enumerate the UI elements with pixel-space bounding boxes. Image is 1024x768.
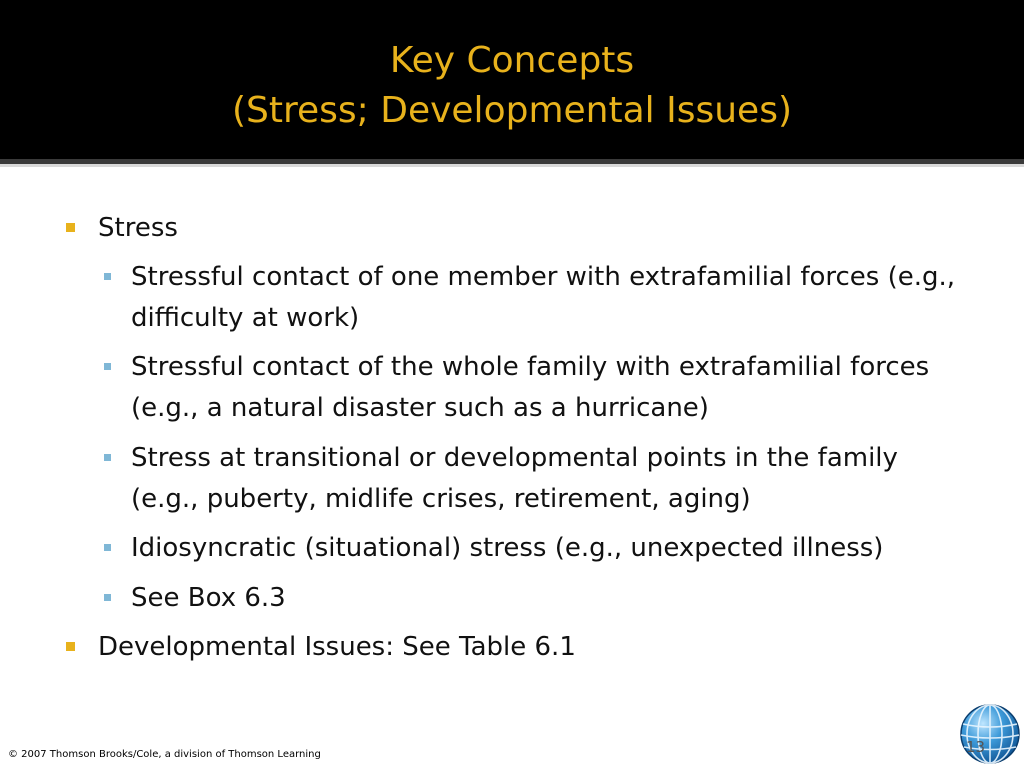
square-bullet-icon (104, 594, 111, 601)
sub-bullet-text: Stress at transitional or developmental points in the family (e.g., puberty, midlife crises, retirement, aging) (131, 443, 898, 514)
title-band (0, 0, 1024, 159)
sub-bullet-text: See Box 6.3 (131, 583, 286, 613)
square-bullet-icon (66, 642, 75, 651)
slide-body (0, 167, 1024, 768)
slide-title-line-1: Key Concepts (389, 40, 635, 81)
bullet-text: Developmental Issues: See Table 6.1 (98, 632, 576, 662)
sub-bullet-text: Idiosyncratic (situational) stress (e.g., unexpected illness) (131, 533, 884, 563)
square-bullet-icon (104, 363, 111, 370)
square-bullet-icon (104, 454, 111, 461)
bullet-text: Stress (98, 213, 178, 243)
square-bullet-icon (104, 273, 111, 280)
sub-bullet-text: Stressful contact of the whole family with extrafamilial forces (e.g., a natural disaster such as a hurricane) (131, 352, 930, 423)
globe-icon (958, 702, 1022, 766)
square-bullet-icon (104, 544, 111, 551)
slide-title-line-2: (Stress; Developmental Issues) (231, 90, 792, 131)
copyright-footer: © 2007 Thomson Brooks/Cole, a division of Thomson Learning (8, 749, 321, 760)
slide-title (0, 36, 1024, 136)
page-number: 13 (966, 738, 986, 756)
sub-bullet-text: Stressful contact of one member with extrafamilial forces (e.g., difficulty at work) (131, 262, 956, 333)
square-bullet-icon (66, 223, 75, 232)
